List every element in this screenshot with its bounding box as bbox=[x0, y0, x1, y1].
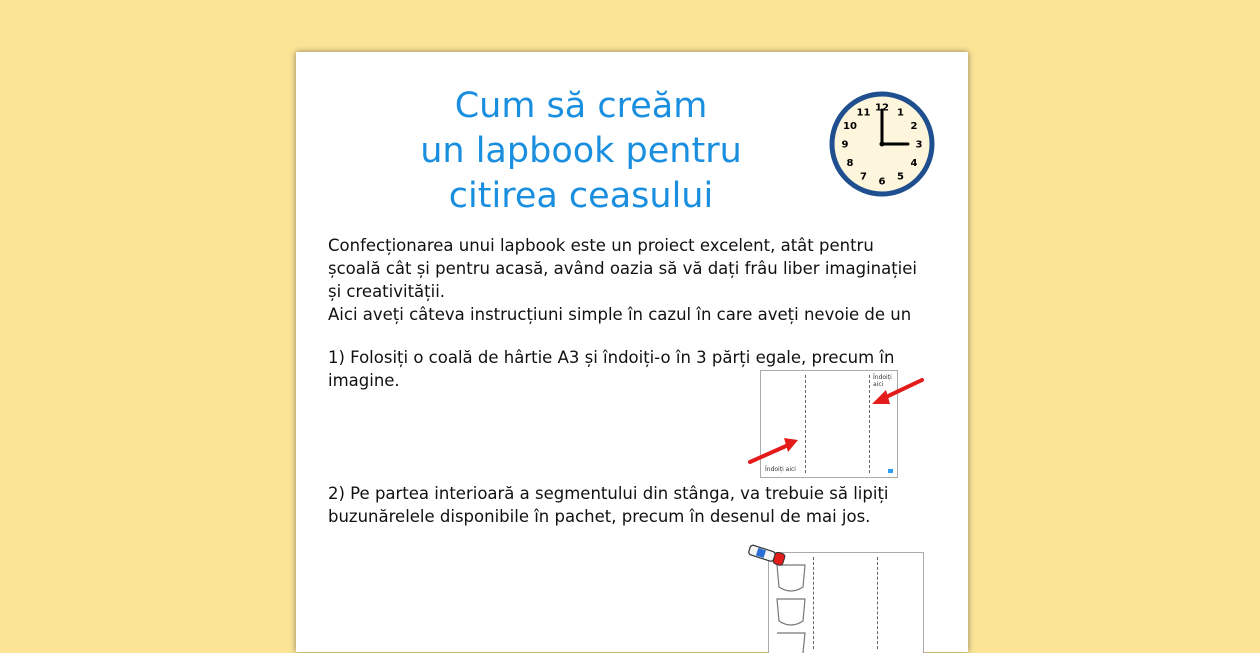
clock-number-1: 1 bbox=[897, 107, 904, 119]
title-line-2: un lapbook pentru bbox=[420, 131, 742, 171]
step-2-text bbox=[328, 482, 889, 528]
clock-number-2: 2 bbox=[910, 121, 918, 132]
clock-number-5: 5 bbox=[897, 171, 904, 183]
step-1-line-2: imagine. bbox=[328, 371, 400, 390]
glue-stick-icon bbox=[744, 542, 790, 572]
intro-line-1: Confecționarea unui lapbook este un proiect excelent, atât pentru bbox=[328, 236, 874, 255]
clock-number-3: 3 bbox=[915, 139, 923, 151]
clock-icon bbox=[828, 90, 936, 198]
arrow-left-icon bbox=[750, 446, 786, 462]
clock-number-6: 6 bbox=[878, 176, 886, 188]
worksheet-page bbox=[296, 52, 968, 652]
clock-number-7: 7 bbox=[860, 171, 867, 183]
fold-label-bottom: Îndoiți aici bbox=[765, 466, 796, 473]
fold-arrows bbox=[746, 374, 926, 474]
pocket-3 bbox=[777, 633, 805, 653]
pockets-icon bbox=[773, 561, 811, 653]
clock-number-10: 10 bbox=[843, 121, 857, 132]
intro-line-2: școală cât și pentru acasă, având oazia să vă dați frâu liber imaginației bbox=[328, 259, 918, 278]
clock-number-11: 11 bbox=[856, 107, 871, 119]
clock-number-8: 8 bbox=[846, 158, 854, 169]
pocket-2 bbox=[777, 599, 805, 625]
step-1-line-1: 1) Folosiți o coală de hârtie A3 și îndoiți-o în 3 părți egale, precum în bbox=[328, 348, 895, 367]
arrow-right-icon bbox=[884, 380, 922, 398]
step-2-line-1: 2) Pe partea interioară a segmentului din stânga, va trebuie să lipiți bbox=[328, 484, 889, 503]
intro-paragraph bbox=[328, 234, 917, 326]
clock-number-4: 4 bbox=[910, 158, 918, 169]
intro-line-3: și creativității. bbox=[328, 282, 446, 301]
page-title bbox=[376, 84, 786, 219]
arrow-right-head bbox=[872, 390, 890, 404]
pockets-diagram bbox=[768, 552, 924, 653]
fold-line-right-2 bbox=[877, 557, 878, 649]
arrow-left-head bbox=[784, 438, 798, 452]
clock-center bbox=[880, 142, 885, 147]
step-2-line-2: buzunărelele disponibile în pachet, precum în desenul de mai jos. bbox=[328, 507, 871, 526]
title-line-1: Cum să creăm bbox=[454, 86, 708, 126]
title-line-3: citirea ceasului bbox=[448, 176, 714, 216]
clock-number-12: 12 bbox=[875, 102, 889, 114]
fold-line-left-2 bbox=[813, 557, 814, 649]
fold-label-top: Îndoiți aici bbox=[873, 374, 892, 388]
intro-line-4: Aici aveți câteva instrucțiuni simple în cazul în care aveți nevoie de un bbox=[328, 305, 912, 324]
clock-number-9: 9 bbox=[841, 139, 849, 151]
